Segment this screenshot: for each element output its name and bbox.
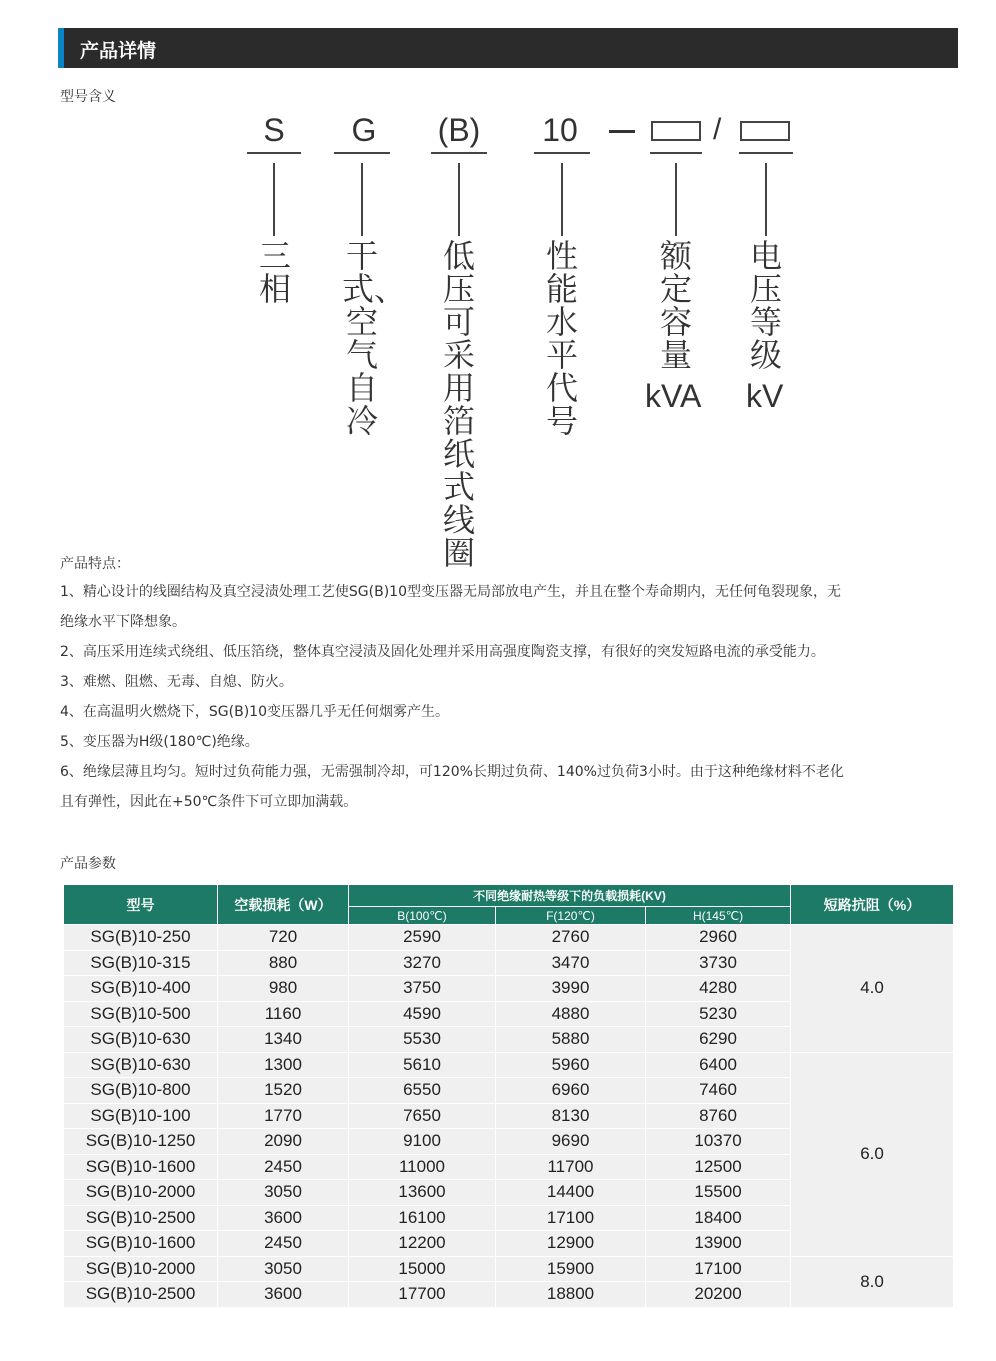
cell-h: 3730 — [646, 950, 791, 976]
model-meaning-label: 型号含义 — [60, 89, 116, 105]
cell-noload: 2450 — [218, 1231, 349, 1257]
cell-noload: 2090 — [218, 1129, 349, 1155]
cell-b: 3270 — [349, 950, 496, 976]
cell-b: 17700 — [349, 1282, 496, 1308]
cell-model: SG(B)10-250 — [64, 925, 218, 951]
cell-h: 6290 — [646, 1027, 791, 1053]
meaning-capacity: 额定容量 — [659, 237, 692, 374]
cell-noload: 720 — [218, 925, 349, 951]
cell-model: SG(B)10-315 — [64, 950, 218, 976]
cell-noload: 3600 — [218, 1205, 349, 1231]
cell-h: 4280 — [646, 976, 791, 1002]
cell-impedance: 8.0 — [791, 1256, 954, 1307]
cell-noload: 3050 — [218, 1256, 349, 1282]
cell-noload: 1160 — [218, 1001, 349, 1027]
cell-h: 18400 — [646, 1205, 791, 1231]
feature-line: 2、高压采用连续式绕组、低压箔绕，整体真空浸渍及固化处理并采用高强度陶瓷支撑，有很好的突发短路电流的承受能力。 — [60, 644, 825, 660]
voltage-underline — [739, 152, 793, 154]
cell-b: 11000 — [349, 1154, 496, 1180]
cell-noload: 3600 — [218, 1282, 349, 1308]
cell-noload: 880 — [218, 950, 349, 976]
cell-f: 3470 — [496, 950, 646, 976]
cell-h: 2960 — [646, 925, 791, 951]
cell-noload: 1340 — [218, 1027, 349, 1053]
cell-f: 17100 — [496, 1205, 646, 1231]
cell-model: SG(B)10-1600 — [64, 1231, 218, 1257]
cell-h: 15500 — [646, 1180, 791, 1206]
cell-f: 14400 — [496, 1180, 646, 1206]
cell-b: 13600 — [349, 1180, 496, 1206]
cell-b: 12200 — [349, 1231, 496, 1257]
cell-b: 3750 — [349, 976, 496, 1002]
cell-h: 20200 — [646, 1282, 791, 1308]
cell-noload: 2450 — [218, 1154, 349, 1180]
code-dash — [609, 130, 635, 133]
cell-b: 7650 — [349, 1103, 496, 1129]
code-g: G — [351, 112, 377, 148]
cell-h: 12500 — [646, 1154, 791, 1180]
cell-f: 6960 — [496, 1078, 646, 1104]
cell-noload: 3050 — [218, 1180, 349, 1206]
cell-b: 4590 — [349, 1001, 496, 1027]
cell-b: 16100 — [349, 1205, 496, 1231]
feature-line: 绝缘水平下降想象。 — [60, 614, 186, 630]
code-b-leader — [458, 163, 460, 236]
meaning-g: 干式、空气自冷 — [342, 237, 407, 440]
cell-f: 3990 — [496, 976, 646, 1002]
params-table — [63, 884, 954, 1308]
cell-model: SG(B)10-630 — [64, 1052, 218, 1078]
code-b: (B) — [437, 112, 481, 148]
cell-f: 5880 — [496, 1027, 646, 1053]
th-model: 型号 — [64, 885, 218, 925]
capacity-underline — [650, 152, 702, 154]
code-s: S — [263, 112, 285, 148]
cell-f: 2760 — [496, 925, 646, 951]
cell-noload: 1520 — [218, 1078, 349, 1104]
feature-line: 3、难燃、阻燃、无毒、自熄、防火。 — [60, 674, 293, 690]
cell-model: SG(B)10-100 — [64, 1103, 218, 1129]
code-b-underline — [431, 152, 487, 154]
table-row — [64, 925, 954, 951]
cell-model: SG(B)10-1600 — [64, 1154, 218, 1180]
feature-line: 6、绝缘层薄且均匀。短时过负荷能力强，无需强制冷却，可120%长期过负荷、140%过负荷3小时。由于这种绝缘材料不老化 — [60, 764, 844, 780]
cell-h: 5230 — [646, 1001, 791, 1027]
cell-f: 15900 — [496, 1256, 646, 1282]
meaning-voltage: 电压等级 — [749, 237, 782, 374]
th-h: H(145℃) — [646, 907, 791, 925]
cell-f: 18800 — [496, 1282, 646, 1308]
table-row — [64, 1052, 954, 1078]
cell-model: SG(B)10-2500 — [64, 1205, 218, 1231]
code-g-underline — [334, 152, 390, 154]
code-s-leader — [273, 163, 275, 236]
cell-model: SG(B)10-2500 — [64, 1282, 218, 1308]
cell-f: 12900 — [496, 1231, 646, 1257]
feature-line: 4、在高温明火燃烧下，SG(B)10变压器几乎无任何烟雾产生。 — [60, 704, 449, 720]
cell-f: 4880 — [496, 1001, 646, 1027]
cell-impedance: 4.0 — [791, 925, 954, 1053]
feature-line: 5、变压器为H级(180℃)绝缘。 — [60, 734, 259, 750]
cell-noload: 980 — [218, 976, 349, 1002]
params-label: 产品参数 — [60, 856, 116, 872]
cell-model: SG(B)10-2000 — [64, 1180, 218, 1206]
cell-noload: 1300 — [218, 1052, 349, 1078]
params-table-body — [64, 925, 954, 1308]
capacity-box — [651, 121, 701, 141]
cell-h: 17100 — [646, 1256, 791, 1282]
th-f: F(120℃) — [496, 907, 646, 925]
meaning-s: 三相 — [258, 237, 291, 308]
feature-line: 且有弹性，因此在+50℃条件下可立即加满载。 — [60, 794, 358, 810]
cell-h: 13900 — [646, 1231, 791, 1257]
section-title: 产品详情 — [80, 40, 157, 62]
code-g-leader — [361, 163, 363, 236]
table-row — [64, 1256, 954, 1282]
features-label: 产品特点： — [60, 556, 130, 572]
feature-line: 1、精心设计的线圈结构及真空浸渍处理工艺使SG(B)10型变压器无局部放电产生，并且在整个寿命期内，无任何龟裂现象，无 — [60, 584, 841, 600]
cell-b: 6550 — [349, 1078, 496, 1104]
capacity-unit: kVA — [645, 378, 702, 414]
code-slash: / — [713, 113, 722, 146]
cell-h: 6400 — [646, 1052, 791, 1078]
cell-model: SG(B)10-400 — [64, 976, 218, 1002]
voltage-unit: kV — [746, 378, 784, 414]
th-noload: 空载损耗（W） — [218, 885, 349, 925]
cell-f: 9690 — [496, 1129, 646, 1155]
code-s-underline — [247, 152, 301, 154]
th-b: B(100℃) — [349, 907, 496, 925]
cell-model: SG(B)10-2000 — [64, 1256, 218, 1282]
cell-f: 5960 — [496, 1052, 646, 1078]
meaning-b: 低压可采用箔纸式线圈 — [442, 237, 475, 572]
code-10-underline — [534, 152, 590, 154]
capacity-leader — [675, 163, 677, 236]
cell-b: 5530 — [349, 1027, 496, 1053]
cell-noload: 1770 — [218, 1103, 349, 1129]
cell-b: 5610 — [349, 1052, 496, 1078]
meaning-10: 性能水平代号 — [545, 237, 578, 440]
cell-model: SG(B)10-630 — [64, 1027, 218, 1053]
cell-b: 9100 — [349, 1129, 496, 1155]
cell-f: 8130 — [496, 1103, 646, 1129]
cell-model: SG(B)10-800 — [64, 1078, 218, 1104]
code-10-leader — [561, 163, 563, 236]
voltage-leader — [765, 163, 767, 236]
cell-f: 11700 — [496, 1154, 646, 1180]
cell-model: SG(B)10-500 — [64, 1001, 218, 1027]
th-impedance: 短路抗阻（%） — [791, 885, 954, 925]
cell-b: 15000 — [349, 1256, 496, 1282]
cell-b: 2590 — [349, 925, 496, 951]
cell-model: SG(B)10-1250 — [64, 1129, 218, 1155]
th-load-group: 不同绝缘耐热等级下的负载损耗(KV) — [349, 885, 791, 907]
voltage-box — [740, 121, 790, 141]
cell-h: 7460 — [646, 1078, 791, 1104]
code-10: 10 — [542, 112, 578, 148]
cell-h: 8760 — [646, 1103, 791, 1129]
cell-h: 10370 — [646, 1129, 791, 1155]
cell-impedance: 6.0 — [791, 1052, 954, 1256]
